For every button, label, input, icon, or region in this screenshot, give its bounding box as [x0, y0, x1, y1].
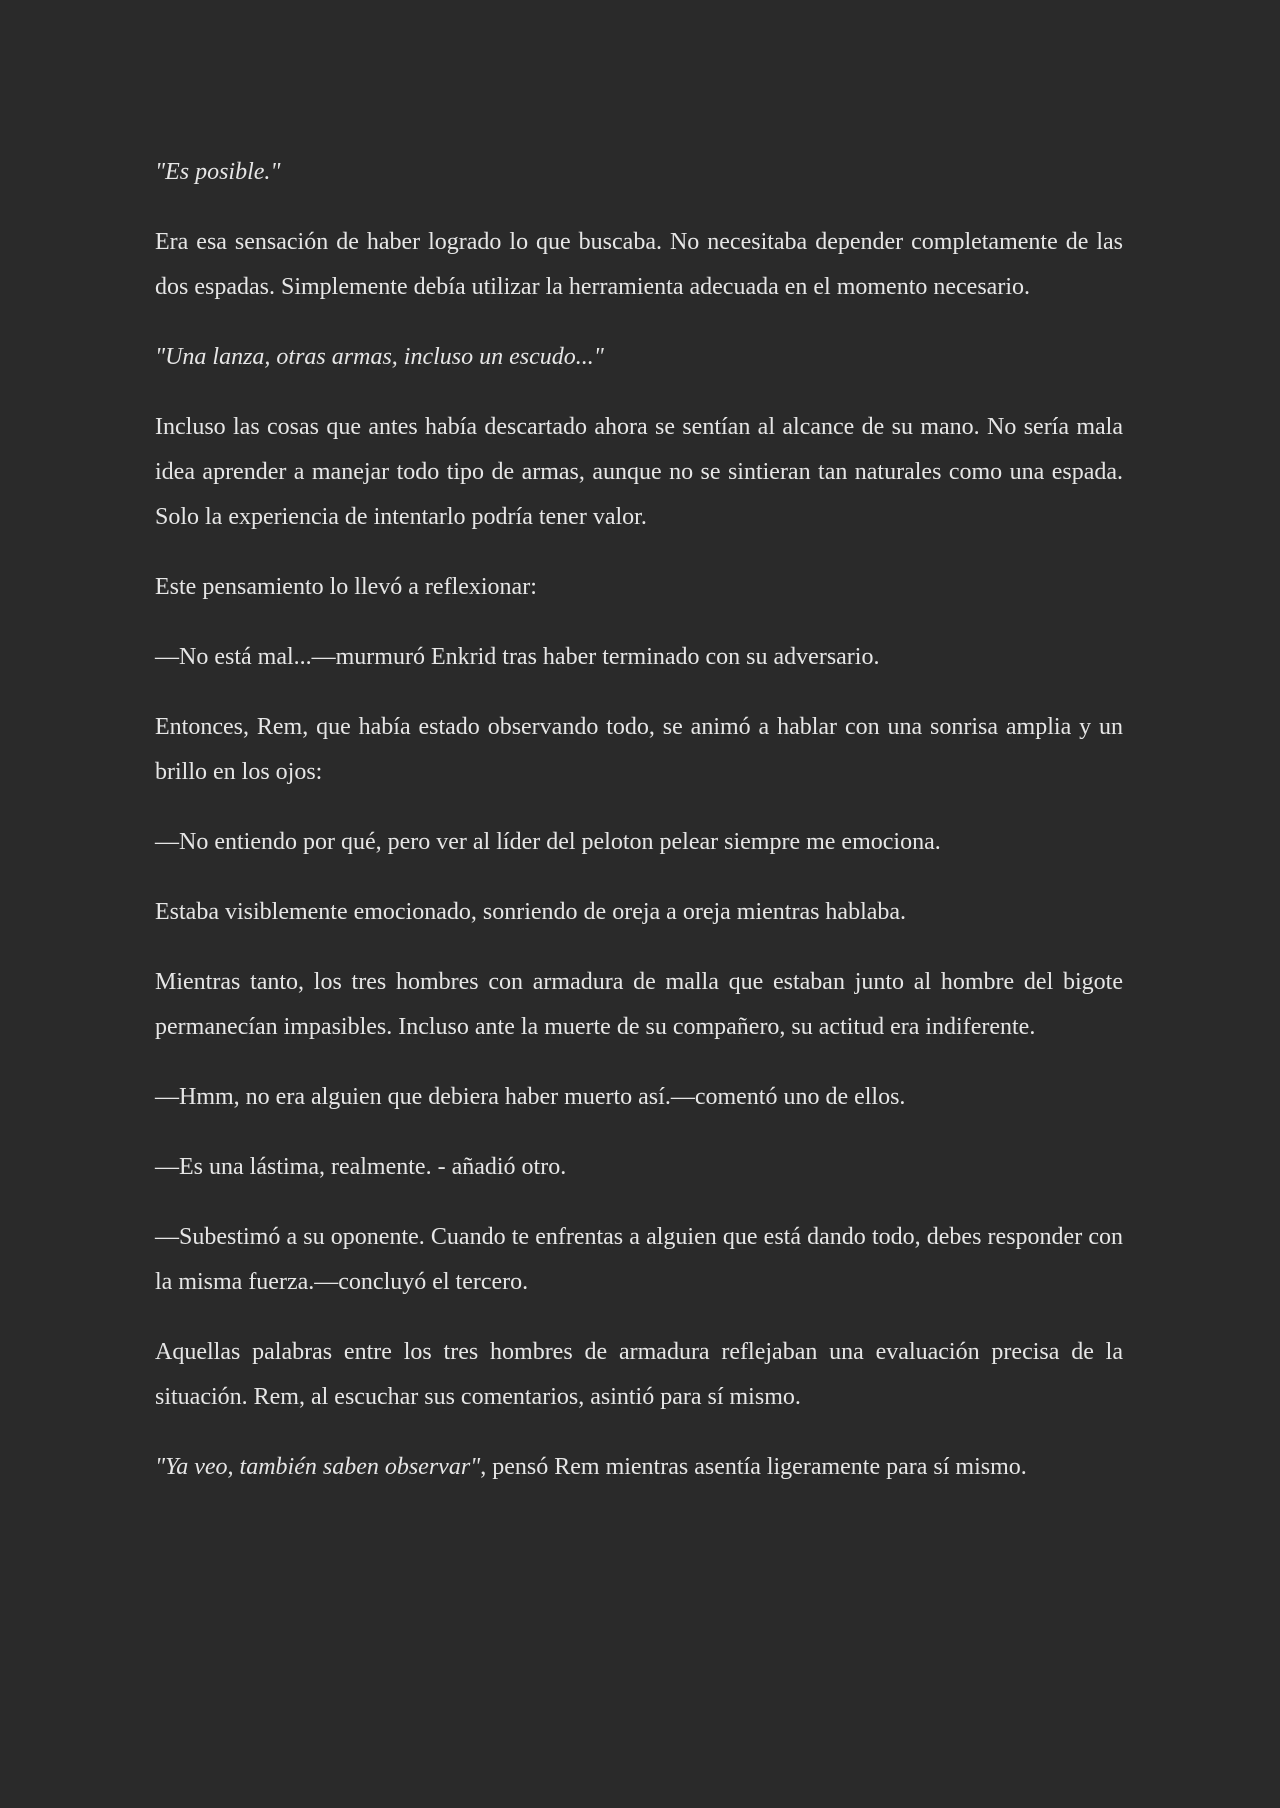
paragraph: Aquellas palabras entre los tres hombres de armadura reflejaban una evaluación precisa de la situación. Rem, al escuchar sus comentarios, asintió para sí mismo.: [155, 1339, 1123, 1410]
paragraph: —No está mal...—murmuró Enkrid tras haber terminado con su adversario.: [155, 644, 880, 670]
paragraph: —Subestimó a su oponente. Cuando te enfrentas a alguien que está dando todo, debes responder con la misma fuerza.—concluyó el tercero.: [155, 1224, 1123, 1295]
paragraph-last: [155, 1445, 1123, 1490]
paragraph: Era esa sensación de haber logrado lo que buscaba. No necesitaba depender completamente de las dos espadas. Simplemente debía utilizar la herramienta adecuada en el momento necesario.: [155, 229, 1123, 300]
paragraph: Estaba visiblemente emocionado, sonriendo de oreja a oreja mientras hablaba.: [155, 899, 907, 925]
paragraph: Mientras tanto, los tres hombres con armadura de malla que estaban junto al hombre del bigote permanecían impasibles. Incluso ante la muerte de su compañero, su actitud era indiferente.: [155, 969, 1123, 1040]
chapter-text: [155, 150, 1123, 1515]
paragraph: —No entiendo por qué, pero ver al líder del peloton pelear siempre me emociona.: [155, 829, 941, 855]
paragraph: Este pensamiento lo llevó a reflexionar:: [155, 574, 537, 600]
paragraph: "Es posible.": [155, 159, 281, 185]
narration: , pensó Rem mientras asentía ligeramente para sí mismo.: [480, 1454, 1027, 1480]
paragraph: —Hmm, no era alguien que debiera haber muerto así.—comentó uno de ellos.: [155, 1084, 906, 1110]
paragraph: —Es una lástima, realmente. - añadió otro.: [155, 1154, 567, 1180]
thought-italic: "Ya veo, también saben observar": [155, 1454, 481, 1480]
paragraph: "Una lanza, otras armas, incluso un escudo...": [155, 344, 604, 370]
paragraph: Incluso las cosas que antes había descartado ahora se sentían al alcance de su mano. No sería mala idea aprender a manejar todo tipo de armas, aunque no se sintieran tan naturales como una espada. Solo la experiencia de intentarlo podría tener valor.: [155, 414, 1123, 530]
paragraph: Entonces, Rem, que había estado observando todo, se animó a hablar con una sonrisa amplia y un brillo en los ojos:: [155, 714, 1123, 785]
